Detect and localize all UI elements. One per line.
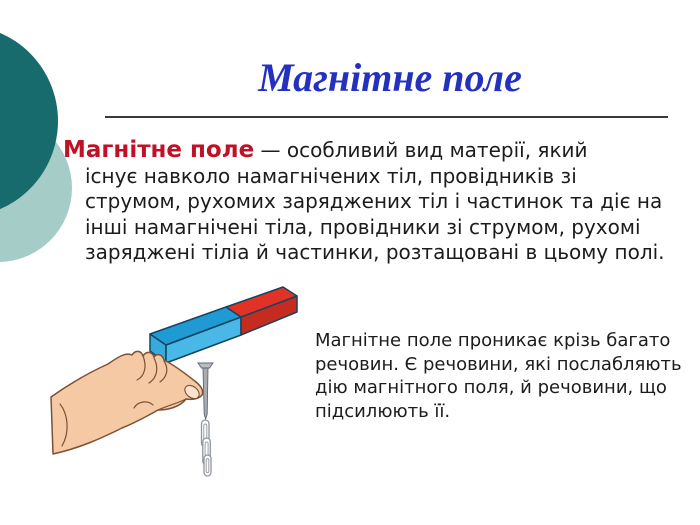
definition-line: існує навколо намагнічених тіл, провідників зі bbox=[85, 163, 577, 188]
definition-line: струмом, рухомих заряджених тіл і частинок та діє на bbox=[85, 189, 663, 213]
caption-paragraph bbox=[315, 329, 685, 423]
definition-line: інші намагнічені тіла, провідники зі струмом, рухомі bbox=[85, 214, 641, 239]
definition-line-text: — особливий вид матерії, який bbox=[260, 138, 588, 162]
magnet-hand-illustration bbox=[40, 278, 310, 488]
hand bbox=[51, 351, 203, 454]
slide-title: Магнітне поле bbox=[258, 55, 522, 100]
definition-line bbox=[63, 138, 673, 164]
bar-magnet bbox=[150, 287, 297, 363]
title-divider bbox=[105, 116, 668, 118]
paperclip-chain bbox=[202, 420, 212, 476]
nail-head bbox=[198, 363, 213, 368]
definition-paragraph bbox=[63, 138, 673, 266]
nail-shaft bbox=[203, 368, 208, 419]
caption-line: підсилюють її. bbox=[315, 400, 451, 422]
magnet-hand-svg bbox=[40, 278, 310, 488]
caption-line: Магнітне поле проникає крізь багато bbox=[315, 330, 671, 351]
definition-lead: Магнітне поле bbox=[63, 137, 255, 163]
definition-line: заряджені тіліа й частинки, розтащовані в цьому полі. bbox=[85, 240, 665, 264]
caption-line: дію магнітного поля, й речовини, що bbox=[315, 377, 667, 398]
hand-outline bbox=[51, 351, 203, 454]
caption-line: речовин. Є речовини, які послабляють bbox=[315, 353, 682, 375]
